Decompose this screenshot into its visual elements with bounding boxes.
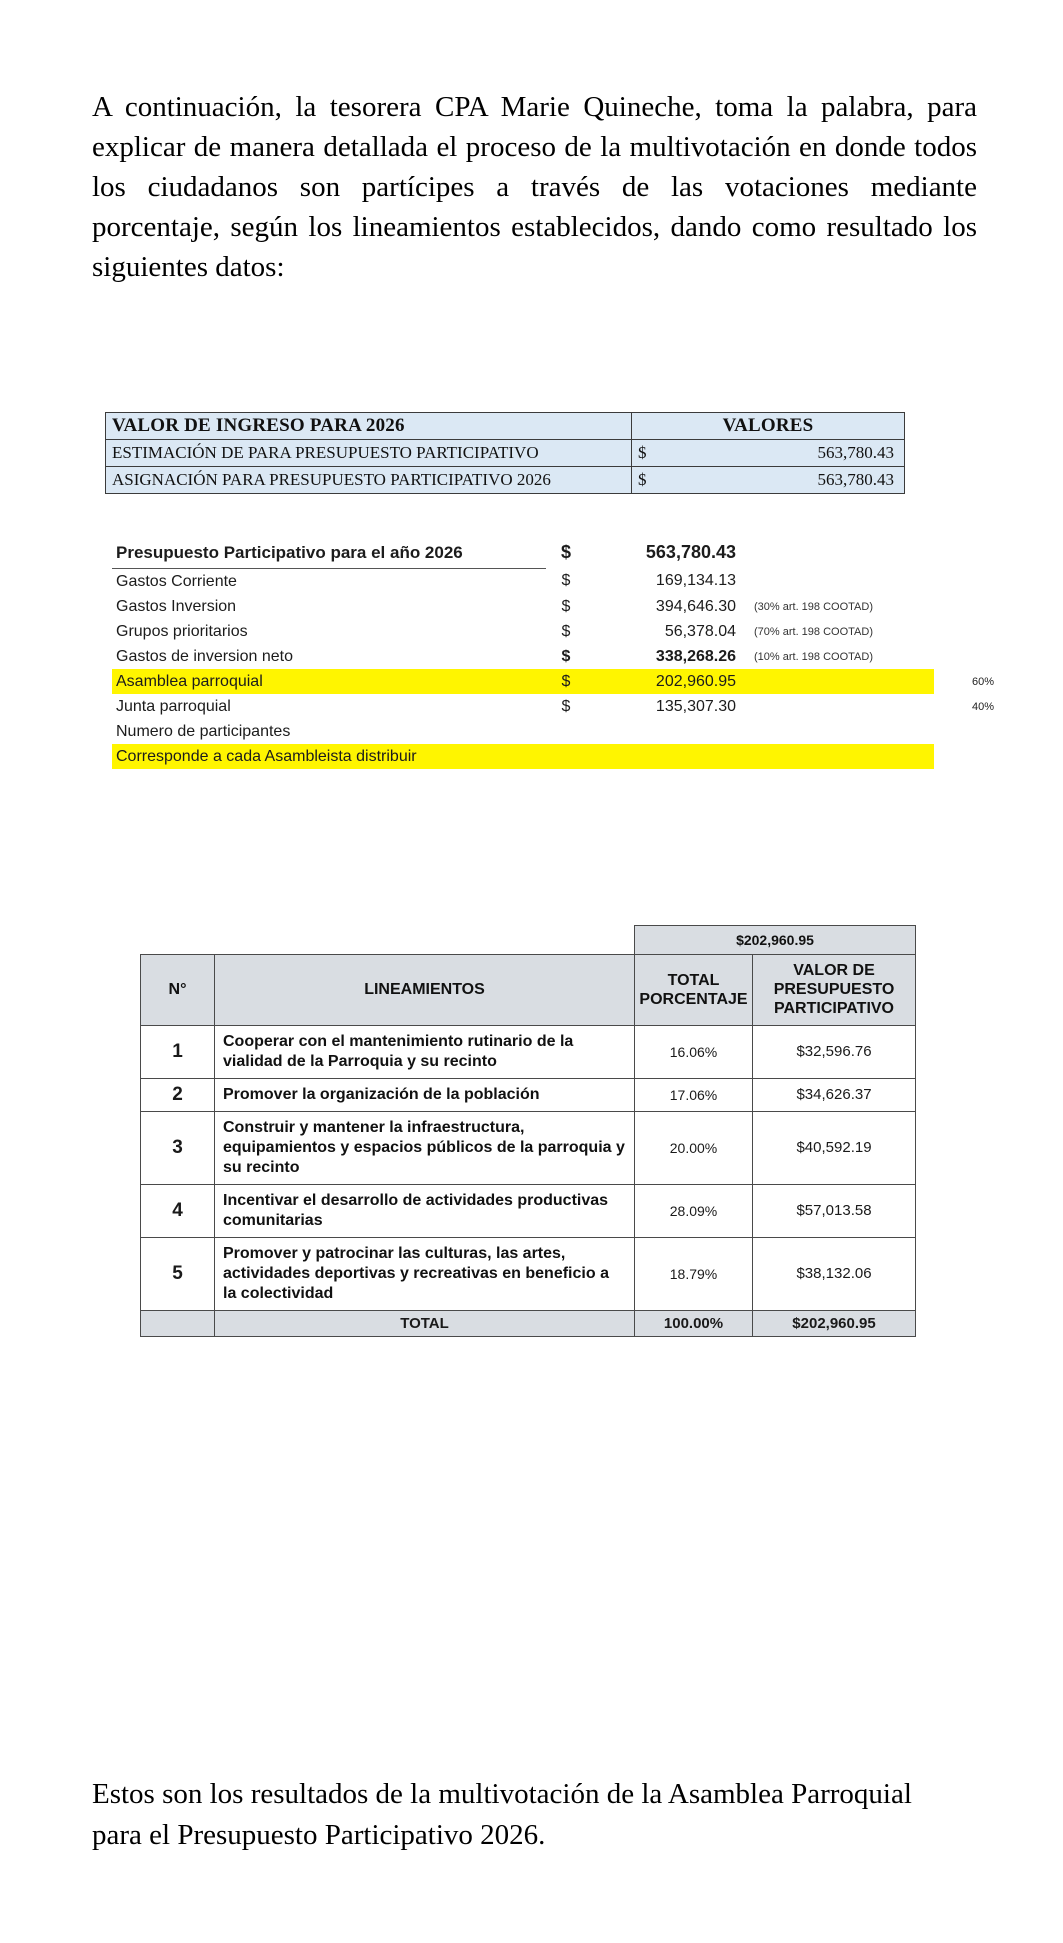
- table-row: [106, 467, 905, 494]
- income-table-grid: [105, 412, 905, 494]
- budget-row-label: Gastos Corriente: [116, 572, 237, 590]
- row-lineamiento: Incentivar el desarrollo de actividades productivas comunitarias: [215, 1184, 635, 1237]
- budget-row-pct: [934, 744, 994, 769]
- budget-row-currency: $: [561, 572, 571, 590]
- table-row-highlighted: [112, 669, 994, 694]
- budget-row-label: Corresponde a cada Asambleista distribuir: [112, 744, 546, 769]
- budget-row-pct: [934, 719, 994, 744]
- table-row-total: [141, 1310, 916, 1336]
- budget-row-amount: 135,307.30: [655, 697, 736, 715]
- table-row: [106, 440, 905, 467]
- table-row: [112, 594, 994, 619]
- row-lineamiento: Promover la organización de la población: [215, 1078, 635, 1111]
- budget-row-note: [742, 669, 934, 694]
- budget-row-pct: [934, 594, 994, 619]
- budget-title-currency: $: [560, 542, 571, 563]
- table-row: [141, 1111, 916, 1184]
- budget-row-note: [742, 694, 934, 719]
- budget-row-amount: 338,268.26: [655, 647, 736, 665]
- table-row-highlighted: [112, 744, 994, 769]
- budget-row-pct: 60%: [934, 669, 994, 694]
- total-valor: $202,960.95: [753, 1310, 916, 1336]
- intro-paragraph: A continuación, la tesorera CPA Marie Quineche, toma la palabra, para explicar de manera detallada el proceso de la multivotación en donde todos los ciudadanos son partícipes a través de las votaciones mediante porcentaje, según los lineamientos establecidos, dando como resultado los siguientes datos:: [92, 91, 977, 284]
- budget-row-pct: [934, 569, 994, 595]
- row-number: 2: [141, 1078, 215, 1111]
- table-row: [141, 955, 916, 1026]
- income-row-currency: $: [632, 440, 769, 467]
- budget-row-note: [742, 744, 934, 769]
- row-number: 5: [141, 1237, 215, 1310]
- budget-row-label: Asamblea parroquial: [112, 669, 546, 694]
- budget-row-currency: $: [561, 597, 571, 615]
- row-valor: $57,013.58: [753, 1184, 916, 1237]
- income-table: [105, 412, 905, 494]
- budget-row-label: Junta parroquial: [116, 697, 231, 715]
- row-valor: $32,596.76: [753, 1025, 916, 1078]
- income-row-label: ESTIMACIÓN DE PARA PRESUPUESTO PARTICIPATIVO: [106, 440, 632, 467]
- table-row: [106, 413, 905, 440]
- table-row: [112, 619, 994, 644]
- budget-row-label: Numero de participantes: [116, 722, 291, 740]
- budget-row-currency: [546, 719, 586, 744]
- budget-row-note: (10% art. 198 COOTAD): [754, 650, 873, 663]
- budget-row-pct: [934, 619, 994, 644]
- budget-row-label: Gastos Inversion: [116, 597, 237, 615]
- header-valor-presupuesto: VALOR DE PRESUPUESTO PARTICIPATIVO: [753, 955, 916, 1026]
- budget-row-note: [742, 719, 934, 744]
- header-blank-left: [141, 926, 215, 955]
- header-blank-mid: [215, 926, 635, 955]
- budget-row-currency: [546, 744, 586, 769]
- budget-row-pct: [934, 644, 994, 669]
- budget-row-note: [742, 569, 934, 595]
- budget-row-currency: $: [561, 622, 571, 640]
- table-row: [141, 1237, 916, 1310]
- row-porcentaje: 20.00%: [635, 1111, 753, 1184]
- total-label: TOTAL: [215, 1310, 635, 1336]
- income-row-amount: 563,780.43: [768, 467, 905, 494]
- table-row: [141, 1078, 916, 1111]
- header-total-porcentaje: TOTAL PORCENTAJE: [635, 955, 753, 1026]
- budget-row-pct: 40%: [971, 700, 994, 713]
- budget-row-note: (30% art. 198 COOTAD): [754, 600, 873, 613]
- table-row: [141, 1025, 916, 1078]
- row-porcentaje: 17.06%: [635, 1078, 753, 1111]
- budget-row-amount: 169,134.13: [655, 572, 736, 590]
- header-n: N°: [141, 955, 215, 1026]
- row-valor: $38,132.06: [753, 1237, 916, 1310]
- budget-row-label: Grupos prioritarios: [116, 622, 248, 640]
- row-porcentaje: 28.09%: [635, 1184, 753, 1237]
- closing-paragraph: Estos son los resultados de la multivotación de la Asamblea Parroquial para el Presupuesto Participativo 2026.: [92, 1778, 912, 1852]
- row-porcentaje: 18.79%: [635, 1237, 753, 1310]
- budget-row-note: (70% art. 198 COOTAD): [754, 625, 873, 638]
- budget-title-label: Presupuesto Participativo para el año 2026: [112, 540, 546, 569]
- budget-row-amount: 202,960.95: [586, 669, 742, 694]
- budget-row-label: Gastos de inversion neto: [116, 647, 293, 665]
- budget-title-pct: [934, 540, 994, 569]
- budget-row-amount: [586, 719, 742, 744]
- header-lineamientos: LINEAMIENTOS: [215, 955, 635, 1026]
- income-header-title: VALOR DE INGRESO PARA 2026: [106, 413, 632, 440]
- lineamientos-table-grid: [140, 925, 916, 1337]
- row-lineamiento: Promover y patrocinar las culturas, las artes, actividades deportivas y recreativas en beneficio a la colectividad: [215, 1237, 635, 1310]
- row-valor: $34,626.37: [753, 1078, 916, 1111]
- row-lineamiento: Construir y mantener la infraestructura, equipamientos y espacios públicos de la parroquia y su recinto: [215, 1111, 635, 1184]
- budget-table-grid: [112, 540, 994, 769]
- total-porcentaje: 100.00%: [635, 1310, 753, 1336]
- row-number: 1: [141, 1025, 215, 1078]
- table-row: [141, 926, 916, 955]
- lineamientos-top-amount: $202,960.95: [635, 926, 916, 955]
- table-row: [141, 1184, 916, 1237]
- budget-row-amount: 394,646.30: [655, 597, 736, 615]
- table-row: [112, 694, 994, 719]
- budget-row-amount: [586, 744, 742, 769]
- budget-breakdown: [112, 540, 994, 769]
- budget-row-amount: 56,378.04: [664, 622, 736, 640]
- budget-title-note: [742, 540, 934, 569]
- row-valor: $40,592.19: [753, 1111, 916, 1184]
- row-number: 4: [141, 1184, 215, 1237]
- income-header-valores: VALORES: [632, 413, 905, 440]
- table-row: [112, 569, 994, 595]
- total-empty-cell: [141, 1310, 215, 1336]
- lineamientos-table: [140, 925, 930, 1337]
- table-row: [112, 719, 994, 744]
- income-row-label: ASIGNACIÓN PARA PRESUPUESTO PARTICIPATIVO 2026: [106, 467, 632, 494]
- table-row: [112, 644, 994, 669]
- income-row-amount: 563,780.43: [768, 440, 905, 467]
- budget-title-row: [112, 540, 994, 569]
- budget-title-amount: 563,780.43: [645, 542, 736, 563]
- budget-row-currency: $: [561, 647, 571, 665]
- budget-row-currency: $: [561, 697, 571, 715]
- row-number: 3: [141, 1111, 215, 1184]
- row-porcentaje: 16.06%: [635, 1025, 753, 1078]
- income-row-currency: $: [632, 467, 769, 494]
- row-lineamiento: Cooperar con el mantenimiento rutinario de la vialidad de la Parroquia y su recinto: [215, 1025, 635, 1078]
- budget-row-currency: $: [546, 669, 586, 694]
